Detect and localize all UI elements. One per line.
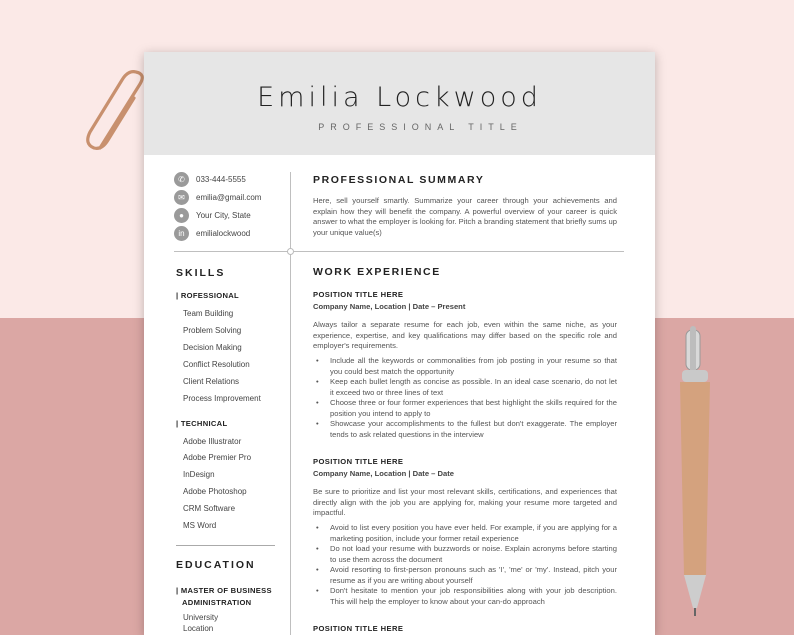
company-line: Company Name, Location | Date – Date [313, 469, 454, 478]
list-item: • Showcase your accomplishments to the fullest but don't exaggerate. The employer tends to ask related questions in the interview [313, 419, 617, 440]
skills-heading: SKILLS [176, 267, 226, 279]
skill-item: Decision Making [183, 343, 242, 352]
job-intro: Always tailor a separate resume for each job, even within the same niche, as your experience, expertise, and key qualifications may differ based on the specific role and employer's requirements. [313, 320, 617, 350]
phone-icon: ✆ [174, 172, 189, 187]
summary-heading: PROFESSIONAL SUMMARY [313, 174, 485, 186]
email-icon: ✉ [174, 190, 189, 205]
contact-phone [174, 171, 294, 187]
job-bullets [313, 523, 617, 607]
position-title: POSITION TITLE HERE [313, 624, 404, 633]
skill-item: MS Word [183, 521, 217, 530]
contact-email [174, 189, 294, 205]
company-line: Company Name, Location | Date – Present [313, 302, 466, 311]
pen-icon [670, 320, 720, 620]
column-divider [290, 172, 291, 635]
professional-skills-label: | ROFESSIONAL [176, 291, 239, 300]
summary-text: Here, sell yourself smartly. Summarize your career through your achievements and explain how they will benefit the company. A powerful overview of your career is quick answer to what the employer is looking for. Pitch a branding statement that briefly sums up your unique value(s) [313, 196, 617, 237]
degree-line: | MASTER OF BUSINESS [176, 586, 272, 595]
skill-item: Problem Solving [183, 326, 242, 335]
contact-text: Your City, State [196, 210, 251, 220]
skill-item: Client Relations [183, 377, 240, 386]
education-location: Location [183, 624, 214, 633]
list-item: • Do not load your resume with buzzwords or noise. Explain acronyms before starting to use them across the document [313, 544, 617, 565]
skill-item: InDesign [183, 470, 215, 479]
location-icon: ● [174, 208, 189, 223]
right-divider [294, 251, 624, 252]
contact-location [174, 207, 294, 223]
position-title: POSITION TITLE HERE [313, 457, 404, 466]
list-item: • Avoid to list every position you have ever held. For example, if you are applying for a marketing position, include your former retail experience [313, 523, 617, 544]
skill-item: Adobe Illustrator [183, 437, 242, 446]
professional-title: PROFESSIONAL TITLE [318, 122, 523, 132]
contact-linkedin [174, 225, 294, 241]
education-divider [176, 545, 275, 546]
job-bullets [313, 356, 617, 440]
skill-item: Process Improvement [183, 394, 261, 403]
list-item: • Don't hesitate to mention your job responsibilities along with your job description. This will help the employer to know about your can-do approach [313, 586, 617, 607]
experience-heading: WORK EXPERIENCE [313, 266, 441, 278]
technical-skills-label: | TECHNICAL [176, 419, 228, 428]
linkedin-icon: in [174, 226, 189, 241]
list-item: • Keep each bullet length as concise as possible. In an ideal case scenario, do not let it exceed two or three lines of text [313, 377, 617, 398]
candidate-name: Emilia Lockwood [257, 82, 542, 113]
education-heading: EDUCATION [176, 559, 256, 571]
divider-node [287, 248, 294, 255]
position-title: POSITION TITLE HERE [313, 290, 404, 299]
resume-page [144, 52, 655, 635]
list-item: • Include all the keywords or commonalities from job posting in your resume so that you could best match the opportunity [313, 356, 617, 377]
skill-item: Team Building [183, 309, 234, 318]
skill-item: CRM Software [183, 504, 236, 513]
contact-text: 033-444-5555 [196, 174, 246, 184]
job-intro: Be sure to prioritize and list your most relevant skills, certifications, and experiences that directly align with the job you are applying for, making your resume more targeted and impactful. [313, 487, 617, 517]
skill-item: Adobe Photoshop [183, 487, 247, 496]
contact-text: emilia@gmail.com [196, 192, 262, 202]
contact-text: emilialockwood [196, 228, 251, 238]
resume-header [144, 52, 655, 155]
education-school: University [183, 613, 219, 622]
skill-item: Conflict Resolution [183, 360, 250, 369]
list-item: • Choose three or four former experiences that best highlight the skills required for the position you intend to apply to [313, 398, 617, 419]
degree-line: ADMINISTRATION [182, 598, 252, 607]
skill-item: Adobe Premier Pro [183, 453, 252, 462]
left-divider [174, 251, 288, 252]
list-item: • Avoid resorting to first-person pronouns such as 'I', 'me' or 'my'. Instead, pitch your resume as if you are writing about yourself [313, 565, 617, 586]
